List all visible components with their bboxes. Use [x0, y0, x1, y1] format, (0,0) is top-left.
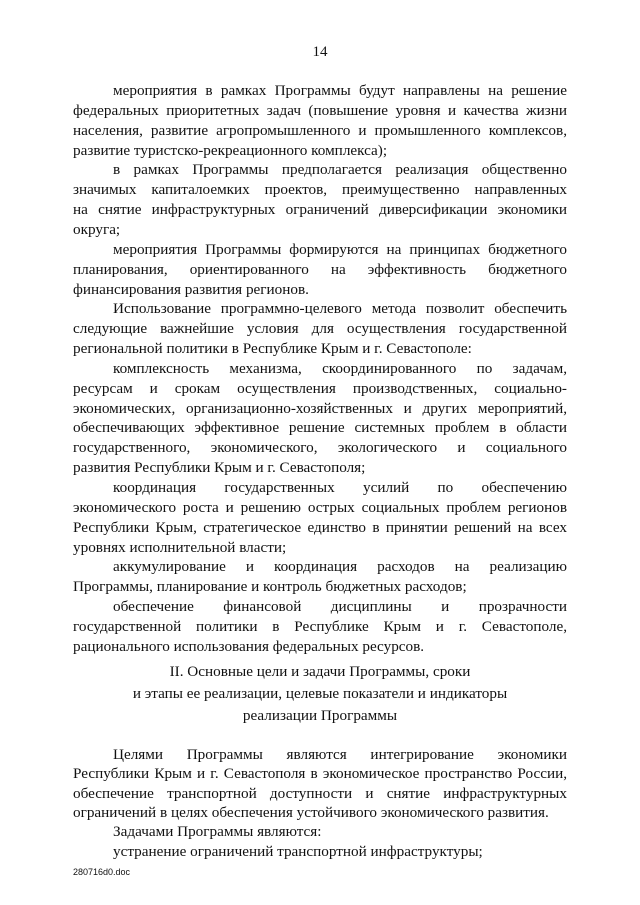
paragraph-line: следующие важнейшие условия для осуществления государственной	[73, 320, 567, 338]
paragraph-line: ресурсам и срокам осуществления производственных, социально-	[73, 379, 567, 397]
paragraph-line: экономического роста и решению острых социальных проблем регионов	[73, 498, 567, 516]
paragraph-line: рационального использования федеральных ресурсов.	[73, 637, 425, 655]
paragraph-line: комплексность механизма, скоординированного по задачам,	[113, 359, 567, 377]
paragraph-line: устранение ограничений транспортной инфраструктуры;	[113, 842, 483, 860]
paragraph-line: развития Республики Крым и г. Севастополя;	[73, 459, 366, 477]
paragraph-line: обеспечение транспортной доступности и снятие инфраструктурных	[73, 784, 567, 802]
section-heading-line: реализации Программы	[242, 707, 398, 724]
paragraph-line: аккумулирование и координация расходов на реализацию	[113, 558, 567, 576]
paragraph-line: населения, развитие агропромышленного и промышленного комплексов,	[73, 121, 567, 139]
paragraph-line: округа;	[73, 220, 121, 238]
section-heading-line: II. Основные цели и задачи Программы, сроки	[169, 663, 471, 680]
paragraph-line: государственной политики в Республике Крым и г. Севастополе,	[73, 617, 567, 635]
paragraph-line: мероприятия Программы формируются на принципах бюджетного	[113, 240, 567, 258]
paragraph-line: Использование программно-целевого метода позволит обеспечить	[113, 300, 567, 318]
paragraph-line: значимых капиталоемких проектов, преимущественно направленных	[73, 181, 567, 199]
paragraph-line: финансирования развития регионов.	[73, 280, 309, 298]
paragraph-line: федеральных приоритетных задач (повышение уровня и качества жизни	[73, 101, 567, 119]
paragraph-line: обеспечивающих эффективное решение системных проблем в области	[73, 419, 567, 437]
paragraph-line: уровнях исполнительной власти;	[73, 538, 287, 556]
paragraph-line: экономических, организационно-хозяйственных и других мероприятий,	[73, 399, 567, 417]
paragraph-line: обеспечение финансовой дисциплины и прозрачности	[113, 598, 567, 616]
paragraph-line: Программы, планирование и контроль бюджетных расходов;	[73, 578, 467, 596]
paragraph-line: региональной политики в Республике Крым и г. Севастополе:	[73, 340, 472, 358]
paragraph-line: Республики Крым, стратегическое единство в принятии решений на всех	[73, 518, 567, 536]
section-heading-line: и этапы ее реализации, целевые показатели и индикаторы	[132, 685, 508, 702]
paragraph-line: ограничений в целях обеспечения устойчивого экономического развития.	[73, 803, 549, 821]
paragraph-line: Задачами Программы являются:	[113, 823, 322, 841]
paragraph-line: на снятие инфраструктурных ограничений диверсификации экономики	[73, 201, 567, 219]
paragraph-line: государственного, экономического, экологического и социального	[73, 439, 567, 457]
paragraph-line: Целями Программы являются интегрирование экономики	[113, 746, 567, 763]
paragraph-line: мероприятия в рамках Программы будут направлены на решение	[113, 82, 567, 99]
paragraph-line: планирования, ориентированного на эффективность бюджетного	[73, 260, 567, 278]
footer-doc-code: 280716d0.doc	[73, 867, 131, 877]
paragraph-line: Республики Крым и г. Севастополя в экономическое пространство России,	[73, 765, 567, 783]
paragraph-line: в рамках Программы предполагается реализация общественно	[113, 161, 567, 179]
paragraph-line: координация государственных усилий по обеспечению	[113, 479, 567, 496]
page-number: 14	[312, 44, 328, 60]
paragraph-line: развитие туристско-рекреационного комплекса);	[73, 141, 388, 159]
